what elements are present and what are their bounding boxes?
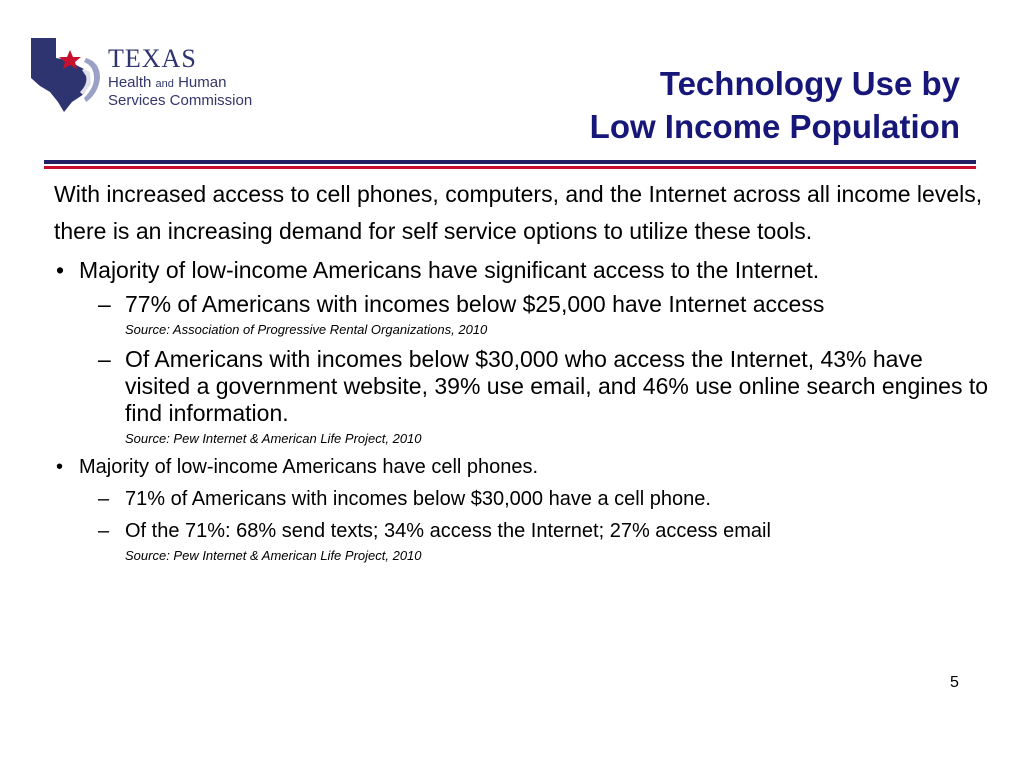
hhsc-logo <box>28 36 268 116</box>
logo-and: and <box>155 78 174 90</box>
bullet-dot: • <box>56 257 65 283</box>
slide-body <box>54 176 994 565</box>
bullet-text: Majority of low-income Americans have significant access to the Internet. <box>79 257 820 283</box>
logo-human: Human <box>178 74 227 91</box>
title-rule-navy <box>44 160 976 164</box>
dash-marker: – <box>98 291 111 317</box>
title-rule-red <box>44 166 976 169</box>
source-citation: Source: Pew Internet & American Life Project, 2010 <box>125 431 422 446</box>
bullet-internet-access <box>54 257 994 284</box>
sub-bullet-internet-77 <box>54 291 994 318</box>
sub-bullet-cell-usage <box>54 519 994 544</box>
dash-marker: – <box>98 488 110 510</box>
dash-marker: – <box>98 520 110 542</box>
bullet-cell-phones <box>54 455 994 480</box>
sub-bullet-text: 71% of Americans with incomes below $30,000 have a cell phone. <box>125 488 711 510</box>
slide-title <box>360 62 960 148</box>
sub-bullet-text: 77% of Americans with incomes below $25,000 have Internet access <box>125 291 825 317</box>
logo-line-2: Services Commission <box>108 92 253 109</box>
bullet-dot: • <box>56 456 64 478</box>
sub-bullet-cell-71 <box>54 487 994 512</box>
page-number: 5 <box>950 674 959 691</box>
dash-marker: – <box>98 346 111 372</box>
title-line-1: Technology Use by <box>659 65 960 102</box>
sub-bullet-internet-usage <box>54 346 994 427</box>
sub-bullet-text: Of Americans with incomes below $30,000 who access the Internet, 43% have visited a government website, 39% use email, and 46% use online search engines to find information. <box>125 346 989 426</box>
source-citation: Source: Association of Progressive Rental Organizations, 2010 <box>125 322 488 337</box>
logo-name: TEXAS <box>108 44 197 73</box>
logo-health: Health <box>108 74 152 91</box>
logo-line-1 <box>108 75 252 90</box>
texas-map-logo-icon <box>28 36 108 116</box>
source-citation: Source: Pew Internet & American Life Project, 2010 <box>125 548 422 563</box>
title-line-2: Low Income Population <box>589 108 960 145</box>
intro-paragraph: With increased access to cell phones, computers, and the Internet across all income levels, there is an increasing demand for self service options to utilize these tools. <box>54 181 983 244</box>
bullet-text: Majority of low-income Americans have cell phones. <box>79 456 539 478</box>
sub-bullet-text: Of the 71%: 68% send texts; 34% access the Internet; 27% access email <box>125 520 771 542</box>
